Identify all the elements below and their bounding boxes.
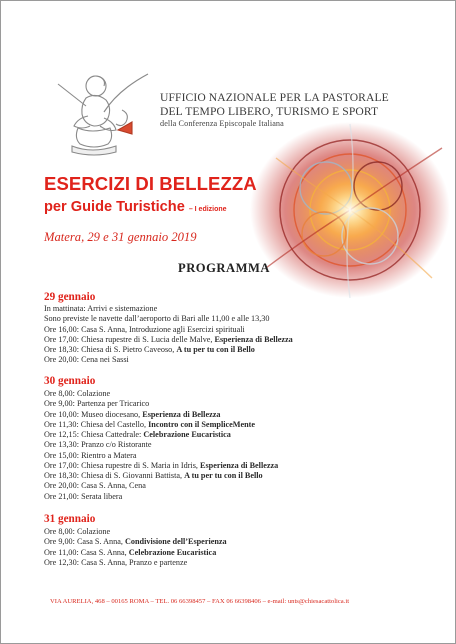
- footer-contact: VIA AURELIA, 468 – 00165 ROMA – TEL. 06 66398457 – FAX 06 66398406 – e-mail: unts@chiesacattolica.it: [50, 598, 350, 605]
- event-subtitle-text: per Guide Turistiche: [44, 199, 185, 215]
- schedule-item: Ore 13,30: Pranzo c/o Ristorante: [44, 440, 152, 450]
- day-1-date: 29 gennaio: [44, 291, 96, 303]
- schedule-item: Ore 18,30: Chiesa di S. Pietro Caveoso, A tu per tu con il Bello: [44, 345, 255, 354]
- schedule-item: Ore 9,00: Casa S. Anna, Condivisione dell’Esperienza: [44, 537, 227, 547]
- schedule-item: Ore 16,00: Casa S. Anna, Introduzione agli Esercizi spirituali: [44, 324, 245, 334]
- schedule-item: Ore 15,00: Rientro a Matera: [44, 450, 137, 460]
- event-subtitle: [44, 199, 227, 215]
- event-edition: – I edizione: [188, 206, 227, 213]
- day-3-schedule: [44, 527, 227, 568]
- schedule-item: Ore 18,30: Chiesa di S. Giovanni Battista, A tu per tu con il Bello: [44, 471, 263, 480]
- schedule-item: Ore 8,00: Colazione: [44, 389, 111, 398]
- day-3-date: 31 gennaio: [44, 513, 96, 525]
- schedule-item: Ore 20,00: Cena nei Sassi: [44, 355, 129, 365]
- schedule-item: Ore 12,30: Casa S. Anna, Pranzo e partenze: [44, 557, 188, 567]
- office-line-2: DEL TEMPO LIBERO, TURISMO E SPORT: [160, 104, 379, 118]
- office-line-3: della Conferenza Episcopale Italiana: [160, 119, 284, 129]
- event-place-date: Matera, 29 e 31 gennaio 2019: [44, 230, 197, 244]
- schedule-item: Ore 9,00: Partenza per Tricarico: [44, 399, 150, 409]
- fractal-swirl-graphic: [246, 118, 452, 304]
- schedule-item: Ore 12,15: Chiesa Cattedrale: Celebrazione Eucaristica: [44, 430, 231, 439]
- fisher-child-figure-icon: [56, 72, 154, 158]
- day-2-schedule: [44, 389, 278, 502]
- schedule-item: Ore 11,00: Casa S. Anna, Celebrazione Eucaristica: [44, 547, 217, 557]
- schedule-item: Ore 17,00: Chiesa rupestre di S. Maria in Idris, Esperienza di Bellezza: [44, 460, 279, 470]
- schedule-item: Ore 8,00: Colazione: [44, 527, 111, 536]
- schedule-item: In mattinata: Arrivi e sistemazione: [44, 304, 158, 313]
- schedule-item: Ore 17,00: Chiesa rupestre di S. Lucia delle Malve, Esperienza di Bellezza: [44, 334, 293, 344]
- day-2-date: 30 gennaio: [44, 375, 96, 387]
- day-1-schedule: [44, 304, 293, 366]
- office-line-1: UFFICIO NAZIONALE PER LA PASTORALE: [160, 91, 389, 104]
- schedule-item: Ore 20,00: Casa S. Anna, Cena: [44, 481, 146, 491]
- event-title: ESERCIZI DI BELLEZZA: [44, 173, 257, 194]
- schedule-item: Ore 11,30: Chiesa del Castello, Incontro con il SempliceMente: [44, 419, 256, 429]
- programma-heading: PROGRAMMA: [178, 261, 270, 275]
- schedule-item: Ore 21,00: Serata libera: [44, 491, 123, 501]
- schedule-item: Ore 10,00: Museo diocesano, Esperienza di Bellezza: [44, 409, 221, 419]
- schedule-item: Sono previste le navette dall’aeroporto di Bari alle 11,00 e alle 13,30: [44, 314, 270, 324]
